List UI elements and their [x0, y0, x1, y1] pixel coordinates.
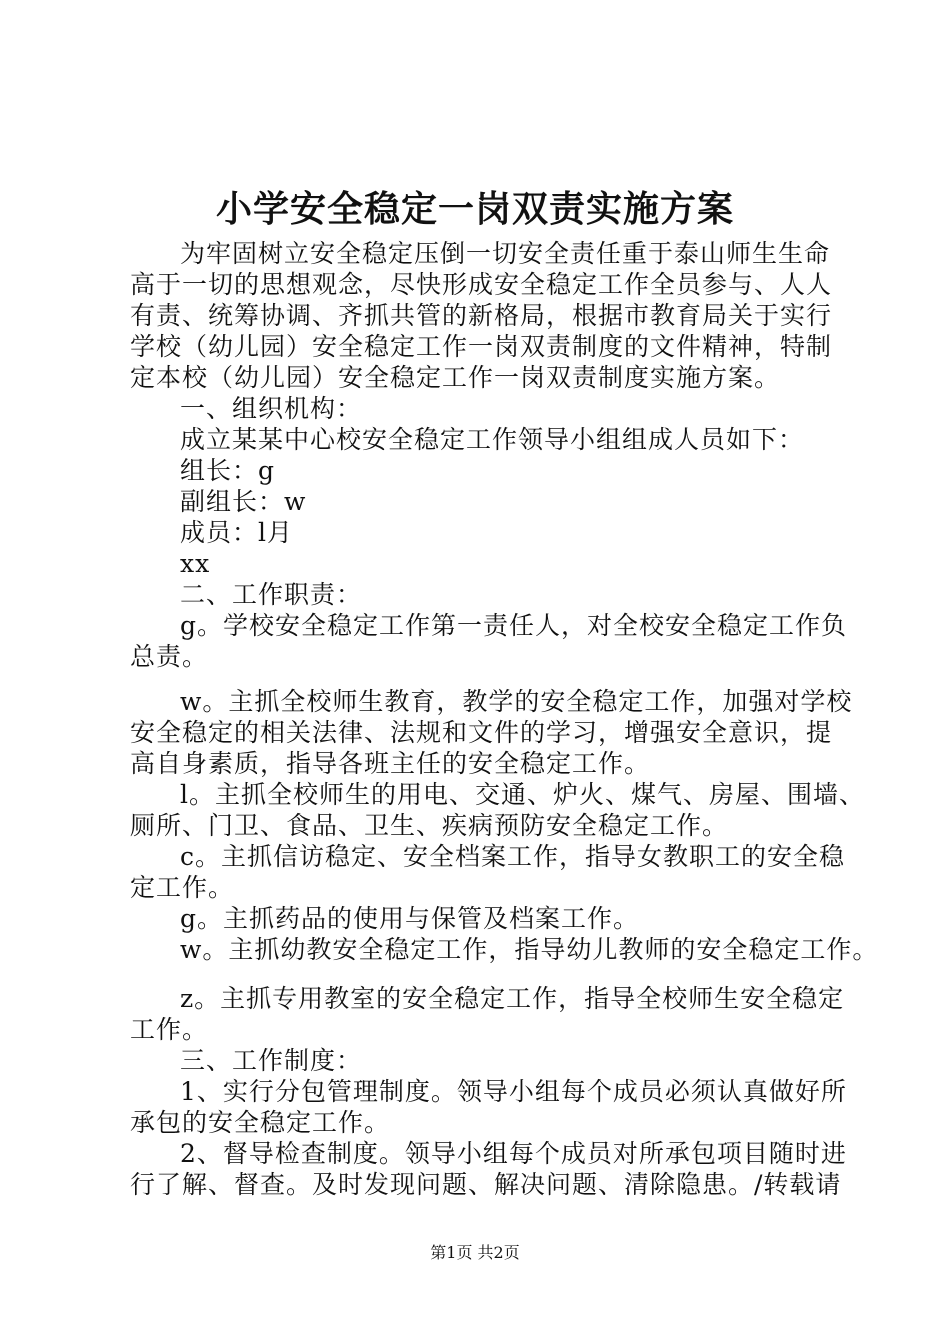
page-footer: 第1页 共2页	[430, 1243, 520, 1262]
paragraph-line: 承包的安全稳定工作。	[130, 1108, 391, 1137]
paragraph-line: 有责、统筹协调、齐抓共管的新格局，根据市教育局关于实行	[130, 301, 833, 330]
paragraph-line: 定工作。	[130, 873, 235, 902]
document-title: 小学安全稳定一岗双责实施方案	[215, 188, 734, 230]
paragraph-line: w。主抓幼教安全稳定工作，指导幼儿教师的安全稳定工作。	[180, 935, 879, 964]
paragraph-line: 安全稳定的相关法律、法规和文件的学习，增强安全意识，提	[130, 718, 833, 747]
paragraph-line: 高于一切的思想观念，尽快形成安全稳定工作全员参与、人人	[130, 270, 833, 299]
paragraph-line: z。主抓专用教室的安全稳定工作，指导全校师生安全稳定	[180, 984, 845, 1013]
paragraph-line: 副组长：w	[180, 487, 307, 516]
paragraph-line: g。主抓药品的使用与保管及档案工作。	[180, 904, 640, 933]
paragraph-line: xx	[180, 549, 211, 578]
paragraph-line: 学校（幼儿园）安全稳定工作一岗双责制度的文件精神，特制	[130, 332, 833, 361]
paragraph-line: c。主抓信访稳定、安全档案工作，指导女教职工的安全稳	[180, 842, 846, 871]
paragraph-line: l。主抓全校师生的用电、交通、炉火、煤气、房屋、围墙、	[180, 780, 865, 809]
paragraph-line: 工作。	[130, 1015, 209, 1044]
paragraph-line: 厕所、门卫、食品、卫生、疾病预防安全稳定工作。	[130, 811, 729, 840]
paragraph-line: 组长：g	[180, 456, 276, 485]
document-body	[130, 238, 879, 1200]
paragraph-line: 1、实行分包管理制度。领导小组每个成员必须认真做好所	[180, 1077, 847, 1106]
paragraph-line: w。主抓全校师生教育，教学的安全稳定工作，加强对学校	[180, 687, 853, 716]
section-heading: 三、工作制度：	[180, 1046, 363, 1075]
paragraph-line: 高自身素质，指导各班主任的安全稳定工作。	[130, 749, 651, 778]
paragraph-line: 2、督导检查制度。领导小组每个成员对所承包项目随时进	[180, 1139, 847, 1168]
paragraph-line: g。学校安全稳定工作第一责任人，对全校安全稳定工作负	[180, 611, 848, 640]
section-heading: 二、工作职责：	[180, 580, 363, 609]
paragraph-line: 成员：l月	[180, 518, 293, 547]
paragraph-line: 为牢固树立安全稳定压倒一切安全责任重于泰山师生生命	[180, 239, 831, 268]
paragraph-line: 定本校（幼儿园）安全稳定工作一岗双责制度实施方案。	[130, 363, 781, 392]
paragraph-line: 成立某某中心校安全稳定工作领导小组组成人员如下：	[180, 425, 805, 454]
section-heading: 一、组织机构：	[180, 394, 363, 423]
paragraph-line: 总责。	[130, 642, 209, 671]
paragraph-line: 行了解、督查。及时发现问题、解决问题、清除隐患。/转载请	[130, 1170, 842, 1199]
